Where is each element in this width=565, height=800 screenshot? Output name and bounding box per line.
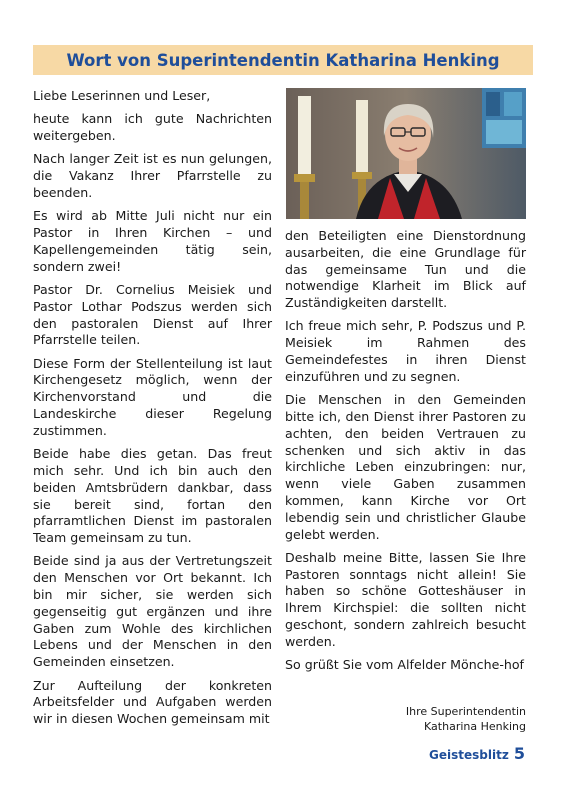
- page-footer: [429, 744, 525, 763]
- page-title: Wort von Superintendentin Katharina Henking: [66, 50, 500, 70]
- right-column: [285, 228, 526, 680]
- paragraph: Beide habe dies getan. Das freut mich sehr. Und ich bin auch den beiden Amtsbrüdern dankbar, dass sie bereit sind, fortan den pfarramtlichen Dienst im pastoralen Team gemeinsam zu tun.: [33, 446, 272, 546]
- paragraph: Die Menschen in den Gemeinden bitte ich, den Dienst ihrer Pastoren zu achten, den beiden Vertrauen zu schenken und sich aktiv in das kirchliche Leben einzubringen: nur, wenn viele Gaben zusammen kommen, kann Kirche vor Ort lebendig sein und christlicher Glaube gelebt werden.: [285, 392, 526, 542]
- page-number: 5: [513, 744, 525, 763]
- signature-name: Katharina Henking: [424, 720, 526, 733]
- paragraph: heute kann ich gute Nachrichten weitergeben.: [33, 111, 272, 144]
- signature-title: Ihre Superintendentin: [405, 705, 526, 718]
- paragraph: Beide sind ja aus der Vertretungszeit den Menschen vor Ort bekannt. Ich bin mir sicher, sie werden sich gegenseitig gut ergänzen und ihre Gaben zum Wohle des kirchlichen Lebens und der Menschen in den Gemeinden einsetzen.: [33, 553, 272, 670]
- title-bar: [33, 45, 533, 75]
- paragraph: Deshalb meine Bitte, lassen Sie Ihre Pastoren sonntags nicht allein! Sie haben so schöne Gotteshäuser in Ihrem Kirchspiel: die sollten nicht geschont, sondern zahlreich besucht werden.: [285, 549, 526, 649]
- left-column: [33, 88, 272, 734]
- paragraph: Ich freue mich sehr, P. Podszus und P. Meisiek im Rahmen des Gemeindefestes in ihren Dienst einzuführen und zu segnen.: [285, 318, 526, 384]
- paragraph: Liebe Leserinnen und Leser,: [33, 88, 211, 103]
- portrait-photo: [286, 88, 526, 219]
- paragraph: Nach langer Zeit ist es nun gelungen, die Vakanz Ihrer Pfarrstelle zu beenden.: [33, 151, 272, 200]
- closing-line: So grüßt Sie vom Alfelder Mönche-hof: [285, 657, 524, 673]
- signature: [285, 704, 526, 734]
- paragraph: Diese Form der Stellenteilung ist laut Kirchengesetz möglich, wenn der Kirchenvorstand und die Landeskirche dieser Regelung zustimmen.: [33, 355, 272, 438]
- portrait-photo-icon: [286, 88, 526, 219]
- magazine-name: Geistesblitz: [429, 748, 509, 762]
- paragraph: Es wird ab Mitte Juli nicht nur ein Pastor in Ihren Kirchen – und Kapellengemeinden tätig sein, sondern zwei!: [33, 208, 272, 274]
- paragraph: Zur Aufteilung der konkreten Arbeitsfelder und Aufgaben werden wir in diesen Wochen gemeinsam mit: [33, 677, 272, 727]
- paragraph: den Beteiligten eine Dienstordnung ausarbeiten, die eine Grundlage für das gemeinsame Tun und die notwendige Klarheit im Blick auf Zuständigkeiten darstellt.: [285, 228, 526, 311]
- paragraph: Pastor Dr. Cornelius Meisiek und Pastor Lothar Podszus werden sich den pastoralen Dienst auf Ihrer Pfarrstelle teilen.: [33, 281, 272, 348]
